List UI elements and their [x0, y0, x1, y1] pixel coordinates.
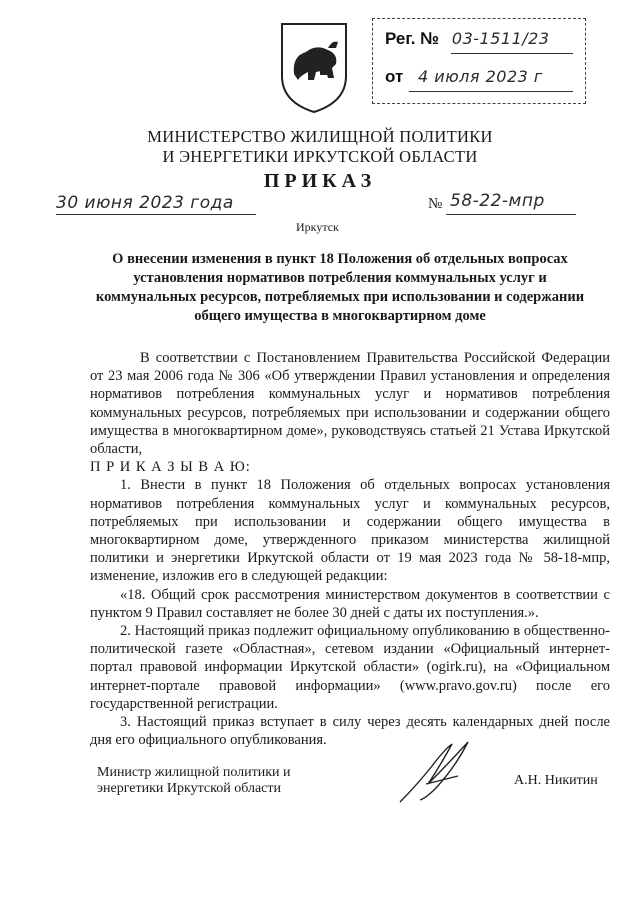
document-type: ПРИКАЗ — [263, 170, 377, 192]
title-line-2: установления нормативов потребления коммунальных услуг и — [133, 270, 547, 286]
registration-stamp — [372, 18, 586, 104]
title-line-3: коммунальных ресурсов, потребляемых при использовании и содержании — [95, 289, 585, 305]
stamp-date-label: от — [385, 67, 404, 86]
order-title — [80, 250, 600, 326]
position-line-1: Министр жилищной политики и — [97, 765, 291, 780]
ministry-line-1: МИНИСТЕРСТВО ЖИЛИЩНОЙ ПОЛИТИКИ — [147, 127, 493, 146]
item-1-paragraph: 1. Внести в пункт 18 Положения об отдельных вопросах установления нормативов потребления коммунальных услуг и коммунальных ресурсов, потребляемых при использовании и содержании общего имущества в многоквартирном доме, утвержденного приказом министерства жилищной политики и энергетики Иркутской области от 19 мая 2023 года № 58-18-мпр, изменение, изложив его в следующей редакции: — [90, 477, 610, 585]
order-date: 30 июня 2023 года — [56, 193, 234, 213]
item-3-paragraph: 3. Настоящий приказ вступает в силу через десять календарных дней после дня его официального опубликования. — [90, 714, 610, 749]
title-line-4: общего имущества в многоквартирном доме — [194, 308, 486, 324]
stamp-reg-row — [385, 29, 550, 49]
city-name: Иркутск — [296, 220, 339, 234]
stamp-date-value: 4 июля 2023 г — [418, 67, 543, 86]
position-line-2: энергетики Иркутской области — [97, 781, 281, 796]
stamp-date-row — [385, 67, 543, 87]
order-number: 58-22-мпр — [450, 191, 545, 211]
signatory-name: А.Н. Никитин — [514, 773, 598, 788]
handwritten-signature — [396, 736, 476, 811]
order-word: П Р И К А З Ы В А Ю: — [90, 459, 251, 476]
order-body — [90, 349, 610, 749]
order-number-label: № — [428, 196, 443, 212]
item-1-quote-paragraph: «18. Общий срок рассмотрения министерством документов в соответствии с пунктом 9 Правил составляет не более 30 дней с даты их поступления.». — [90, 586, 610, 621]
coat-of-arms-emblem — [276, 18, 352, 116]
title-line-1: О внесении изменения в пункт 18 Положения об отдельных вопросах — [112, 251, 568, 267]
stamp-reg-value: 03-1511/23 — [451, 29, 550, 48]
stamp-reg-label: Рег. № — [385, 29, 440, 48]
ministry-line-2: И ЭНЕРГЕТИКИ ИРКУТСКОЙ ОБЛАСТИ — [162, 147, 478, 166]
signatory-position — [97, 765, 291, 797]
preamble-paragraph: В соответствии с Постановлением Правительства Российской Федерации от 23 мая 2006 года № 306 «Об утверждении Правил установления и определения нормативов потребления коммунальных услуг и нормативов потребления коммунальных ресурсов, потребляемых при использовании и содержании общего имущества в многоквартирном доме», руководствуясь статьей 21 Устава Иркутской области, — [90, 350, 610, 458]
item-2-paragraph: 2. Настоящий приказ подлежит официальному опубликованию в общественно-политической газете «Областная», сетевом издании «Официальный интернет-портал правовой информации Иркутской области» (ogirk.ru), на «Официальном интернет-портале правовой информации» (www.pravo.gov.ru) после его государственной регистрации. — [90, 623, 610, 712]
